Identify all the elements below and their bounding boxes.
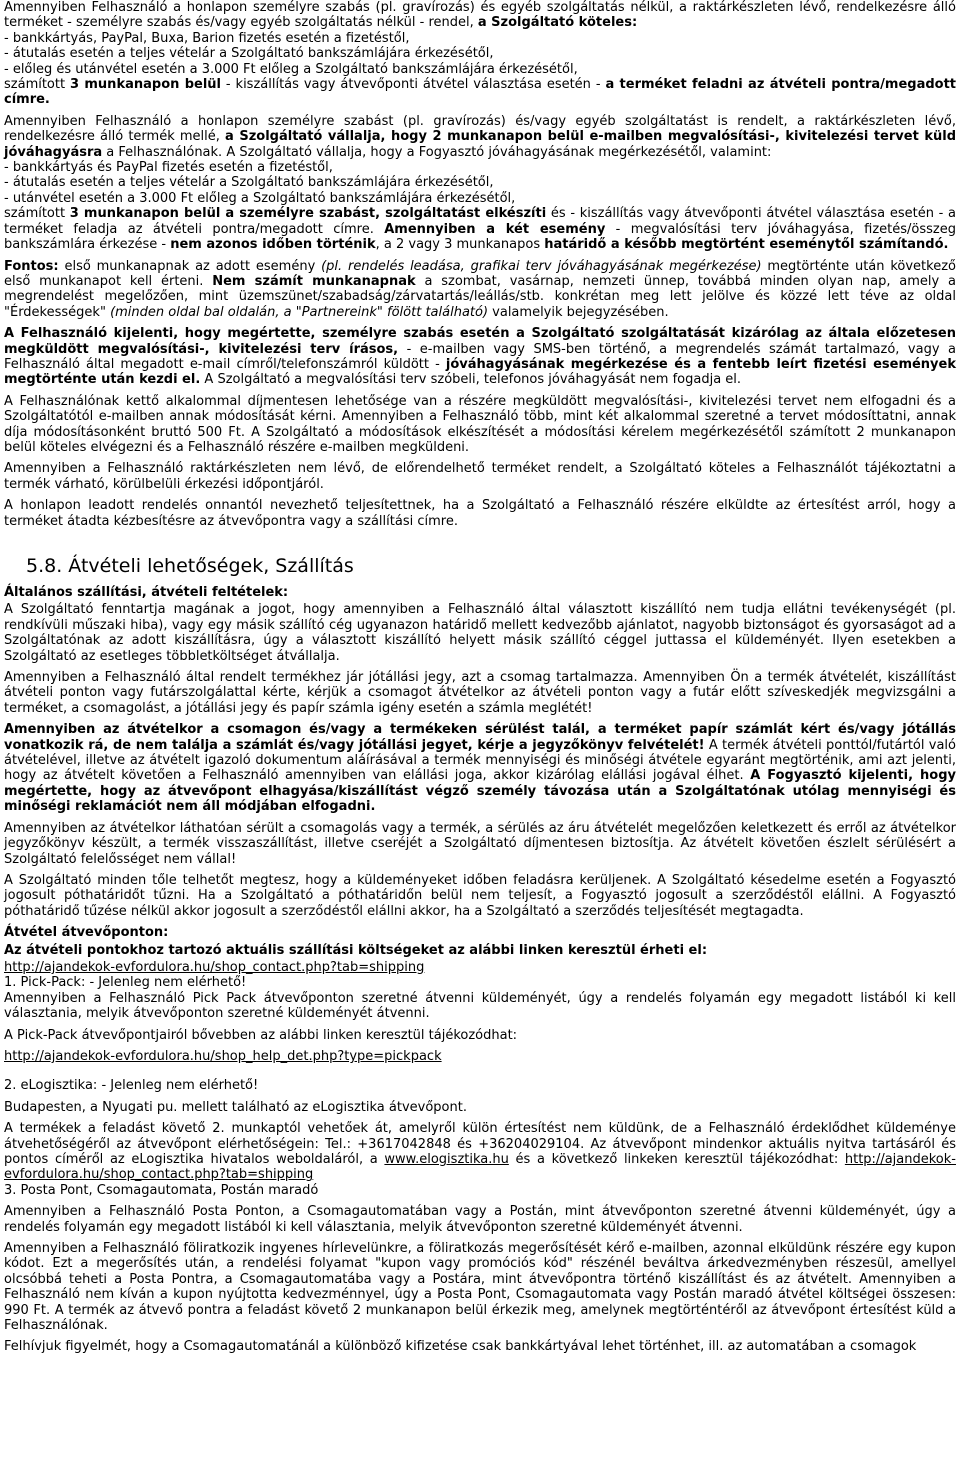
elogisztika-text <box>4 1121 956 1183</box>
pickpack-title: 1. Pick-Pack: - Jelenleg nem elérhető! <box>4 975 247 991</box>
text-bold: a Szolgáltató vállalja, hogy 2 munkanapon belül e-mailben megvalósítási-, kivitelezési tervet küld jóváhagyásra <box>4 129 956 160</box>
text: A termékek a feladást követő 2. munkaptól vehetőek át, amelyről külön értesítést nem küldünk, de a Felhasználó érdeklődhet küldeménye átvehetőségéről az átvevőpont elérhetőségein: Tel.: +3617042848 és +36204029104. Az átvevőpont mindenkor aktuális nyitva tartásáról és pontos címéről az eLogisztika hivatalos weboldaláról, a <box>4 1121 956 1167</box>
paragraph-carrier-change: A Szolgáltató fenntartja magának a jogot, hogy amennyiben a Felhasználó által választott kiszállító nem tudja ellátni tevékenységét (pl. rendkívüli műszaki hiba), vagy egy másik szállító cég ugyanazon határidő mellett kedvezőbb ajánlatot, nagyobb biztonságot és gyorsaságot ad a Szolgáltatónak az adott kiszállításra, úgy a választott kiszállító helyett másik szállító céggel juttassa el küldeményét. Ilyen esetekben a Szolgáltató az esetleges többletköltséget átvállalja. <box>4 602 956 664</box>
text: a Felhasználónak. A Szolgáltató vállalja, hogy a Fogyasztó jóváhagyásának megérkezésétől, valamint: <box>102 144 772 160</box>
paragraph-important <box>4 259 956 321</box>
text-bold: a Szolgáltató köteles: <box>477 15 638 31</box>
text: - megvalósítási terv jóváhagyása, fizetés/összeg bankszámlára érkezése - <box>4 221 956 253</box>
text-bold: Amennyiben a két esemény <box>384 221 606 237</box>
paragraph-personalized-order <box>4 114 956 253</box>
list-item: - átutalás esetén a teljes vételár a Szolgáltató bankszámlájára érkezésétől, <box>4 175 494 191</box>
text-bold: A Fogyasztó kijelenti, hogy megértette, hogy az átvevőpont elhagyása/kiszállítást végző személy távozása után a Szolgáltatónak utólag mennyiségi és minőségi reklamációt nem áll módjában elfogadni. <box>4 768 956 815</box>
text: - e-mailben vagy SMS-ben történő, a megrendelés számát tartalmazó, vagy a Felhasználó által megadott e-mail címről/telefonszámról küldött - <box>4 341 956 372</box>
paragraph-stock-order <box>4 0 956 108</box>
text: és - kiszállítás vagy átvevőponti átvétel választása esetén - a terméket feladja az átvételi pontra/megadott címre. <box>4 206 956 237</box>
text: számított <box>4 206 70 222</box>
text: a szombat, vasárnap, nemzeti ünnep, továbbá minden olyan nap, amely a megrendelést megelőzően, mint üzemszünet/szabadság/zárvatartás/leállás/stb. konkrétan meg lett jelölve és közzé lett téve az oldal "Érdekességek" <box>4 273 956 320</box>
spacer <box>4 1070 956 1078</box>
posta-coupon-text: Amennyiben a Felhasználó föliratkozik ingyenes hírlevelünkre, a föliratkozás megerősítését kérő e-mailben, azonnal elküldünk részére egy kupon kódot. Ezt a megerősítés után, a rendelési folyamat "kupon vagy promóciós kód" részénél beváltva árkedvezményben részesül, amellyel olcsóbbá teheti a Posta Pontra, a Csomagautomatába vagy a Postára, mint átvevőpontra történő kiszállítást és az átvételt. Amennyiben a Felhasználó nem kíván a kupon nyújtotta kedvezménnyel, úgy a Posta Pont, Csomagautomata vagy Postán maradó átvétel költségei összesen: 990 Ft. A termék az átvevő pontra a feladást követő 2 munkanapon belül érkezik meg, amelynek megtörténtéről az átvevőpont értesítést küld a Felhasználónak. <box>4 1241 956 1334</box>
list-item: - bankkártyás és PayPal fizetés esetén a fizetéstől, <box>4 160 333 176</box>
paragraph-damage-report <box>4 722 956 814</box>
text-bold: A Felhasználó kijelenti, hogy megértette, személyre szabás esetén a Szolgáltató szolgáltatását kizárólag az általa előzetesen megküldött megvalósítási-, kivitelezési terv írásos, <box>4 326 956 357</box>
text: és a következő linkeken keresztül tájékozódhat: <box>508 1152 845 1167</box>
paragraph-fulfilled: A honlapon leadott rendelés onnantól nevezhető teljesítettnek, ha a Szolgáltató a Felhasználó részére elküldte az értesítést arról, hogy a terméket átadta kézbesítésre az átvevőpontra vagy a szállítási címre. <box>4 498 956 529</box>
subheading-shipping-costs: Az átvételi pontokhoz tartozó aktuális szállítási költségeket az alábbi linken keresztül érheti el: <box>4 942 708 958</box>
text: A Szolgáltató a megvalósítási terv szóbeli, telefonos jóváhagyását nem fogadja el. <box>200 372 742 388</box>
shipping-costs-link[interactable]: http://ajandekok-evfordulora.hu/shop_contact.php?tab=shipping <box>4 959 425 975</box>
text-bold: 3 munkanapon belül a személyre szabást, szolgáltatást elkészíti <box>69 206 547 222</box>
subheading-general: Általános szállítási, átvételi feltételek: <box>4 585 289 600</box>
elogisztika-title: 2. eLogisztika: - Jelenleg nem elérhető! <box>4 1078 259 1094</box>
shipping-contact-link[interactable]: http://ajandekok-evfordulora.hu/shop_contact.php?tab=shipping <box>4 1152 956 1183</box>
text-italic: (pl. rendelés leadása, grafikai terv jóváhagyásának megérkezése) <box>321 258 762 274</box>
text: első munkanapnak az adott esemény <box>58 258 322 274</box>
text: valamelyik bejegyzésében. <box>488 304 669 320</box>
text-bold: határidő a később megtörtént eseménytől számítandó. <box>544 237 949 253</box>
text: megtörténte után következő első munkanapot kell érteni. <box>4 258 956 289</box>
paragraph-modifications: A Felhasználónak kettő alkalommal díjmentesen lehetősége van a részére megküldött megvalósítási-, kivitelezési tervet nem elfogadni és a Szolgáltatótól e-mailben annak módosítását kérni. Amennyiben a Felhasználó több, mint két alkalommal szeretné a tervet módosíttatni, annak díja módosításonként bruttó 500 Ft. A Szolgáltató a módosítások elkészítését a módosítási kérelem megérkezésétől számított 2 munkanapon belül köteles elvégezni és a Felhasználó részére e-mailben megküldeni. <box>4 393 956 455</box>
posta-text: Amennyiben a Felhasználó Posta Ponton, a Csomagautomatában vagy a Postán, mint átvevőponton szeretné átvenni küldeményét, úgy a rendelés folyamán egy megadott listából ki kell választania, melyik átvevőponton szeretné küldeményét átvenni. <box>4 1204 956 1235</box>
link-row <box>4 1049 956 1064</box>
text-bold: Amennyiben az átvételkor a csomagon és/vagy a termékeken sérülést talál, a terméket papír számlát kért és/vagy jótállás vonatkozik rá, de nem találja a számlát és/vagy jótállási jegyet, kérje a jegyzőkönyv felvételét! <box>4 722 956 753</box>
text: Amennyiben Felhasználó a honlapon személyre szabás (pl. gravírozás) és egyéb szolgáltatás nélkül, a raktárkészleten lévő, rendelkezésre álló terméket - személyre szabás és/vagy egyéb szolgáltatás nélkül - rendel, <box>4 0 956 31</box>
subheading-pickup-point: Átvétel átvevőponton: <box>4 925 169 941</box>
text-bold: Fontos: <box>4 258 59 274</box>
text: - kiszállítás vagy átvevőponti átvétel választása esetén - <box>221 77 606 93</box>
paragraph-delay: A Szolgáltató minden tőle telhetőt megtesz, hogy a küldeményeket időben feladásra kerüljenek. A Szolgáltató késedelme esetén a Fogyasztó jogosult póthatáridőt tűzni. Ha a Szolgáltató a póthatáridőn belül nem teljesít, a Fogyasztó jogosult a szerződéstől elállni. A Fogyasztó póthatáridő tűzése nélkül akkor jogosult a szerződéstől elállni akkor, ha a Szolgáltató a szerződés teljesítését megtagadta. <box>4 872 956 919</box>
text-bold: 3 munkanapon belül <box>70 77 221 93</box>
elogisztika-location: Budapesten, a Nyugati pu. mellett található az eLogisztika átvevőpont. <box>4 1099 467 1115</box>
posta-title: 3. Posta Pont, Csomagautomata, Postán maradó <box>4 1182 319 1198</box>
section-title: 5.8. Átvételi lehetőségek, Szállítás <box>26 555 354 577</box>
list-item: - átutalás esetén a teljes vételár a Szolgáltató bankszámlájára érkezésétől, <box>4 46 494 62</box>
elogisztika-website-link[interactable]: www.elogisztika.hu <box>384 1152 509 1167</box>
text-bold: jóváhagyásának megérkezése és a fentebb leírt fizetési események megtörténte után kezdi el. <box>4 356 956 388</box>
pickpack-info: A Pick-Pack átvevőpontjairól bővebben az alábbi linken keresztül tájékozódhat: <box>4 1027 518 1043</box>
link-row <box>4 960 956 975</box>
paragraph-damaged-package: Amennyiben az átvételkor láthatóan sérült a csomagolás vagy a termék, a sérülés az áru átvételét megelőzően keletkezett és erről az átvételkor jegyzőkönyv készült, a termék visszaszállítást, illetve cseréjét a Szolgáltató díjmentesen biztosítja. Az átvételt követően észlelt sérülésért a Szolgáltató felelősséget nem vállal! <box>4 820 956 867</box>
text: Amennyiben Felhasználó a honlapon személyre szabást (pl. gravírozás) és/vagy egyéb szolgáltatást is rendelt, a raktárkészleten lévő, rendelkezésre álló termék mellé, <box>4 113 956 145</box>
text-bold: nem azonos időben történik <box>170 237 376 253</box>
list-item: - előleg és utánvétel esetén a 3.000 Ft előleg a Szolgáltató bankszámlájára érkezésétől, <box>4 61 578 77</box>
paragraph-declaration <box>4 326 956 388</box>
text: , a 2 vagy 3 munkanapos <box>375 237 545 253</box>
paragraph-preorder: Amennyiben a Felhasználó raktárkészleten nem lévő, de előrendelhető terméket rendelt, a Szolgáltató köteles a Felhasználót tájékoztatni a termék várható, körülbelüli érkezési időpontjáról. <box>4 461 956 492</box>
pickpack-help-link[interactable]: http://ajandekok-evfordulora.hu/shop_help_det.php?type=pickpack <box>4 1048 442 1064</box>
text-bold: a terméket feladni az átvételi pontra/megadott címre. <box>4 77 957 108</box>
text: A termék átvételi ponttól/futártól való átvételével, illetve az átvételt igazoló dokumentum aláírásával a termék mennyiségi és minőségi átvétele egyaránt megtörténik, ami azt jelenti, hogy az átvételt követően a Felhasználó amennyiben van elállási joga, akkor kizárólag elállási jogával élhet. <box>4 737 956 784</box>
text: számított <box>4 77 71 93</box>
paragraph-warranty: Amennyiben a Felhasználó által rendelt termékhez jár jótállási jegy, azt a csomag tartalmazza. Amennyiben Ön a termék átvételét, kiszállítást átvételi ponton vagy futárszolgálattal kérte, kérjük a csomagot átvételkor az átvételi ponton vagy a futár előtt szíveskedjék megvizsgálni a terméket, a csomagolást, a jótállási jegy és papír számla igény esetén a számla meglétét! <box>4 670 956 716</box>
list-item: - utánvétel esetén a 3.000 Ft előleg a Szolgáltató bankszámlájára érkezésétől, <box>4 190 516 206</box>
pickpack-text: Amennyiben a Felhasználó Pick Pack átvevőponton szeretné átvenni küldeményét, úgy a rendelés folyamán egy megadott listából ki kell választania, melyik átvevőponton szeretné küldeményét átvenni. <box>4 990 956 1022</box>
text-italic: (minden oldal bal oldalán, a "Partnereink" fölött található) <box>110 304 489 320</box>
posta-note-text: Felhívjuk figyelmét, hogy a Csomagautomatánál a különböző kifizetése csak bankkártyával lehet történhet, ill. az automatában a csomagok <box>4 1339 917 1355</box>
list-item: - bankkártyás, PayPal, Buxa, Barion fizetés esetén a fizetéstől, <box>4 30 410 46</box>
text-bold: Nem számít munkanapnak <box>212 273 416 289</box>
